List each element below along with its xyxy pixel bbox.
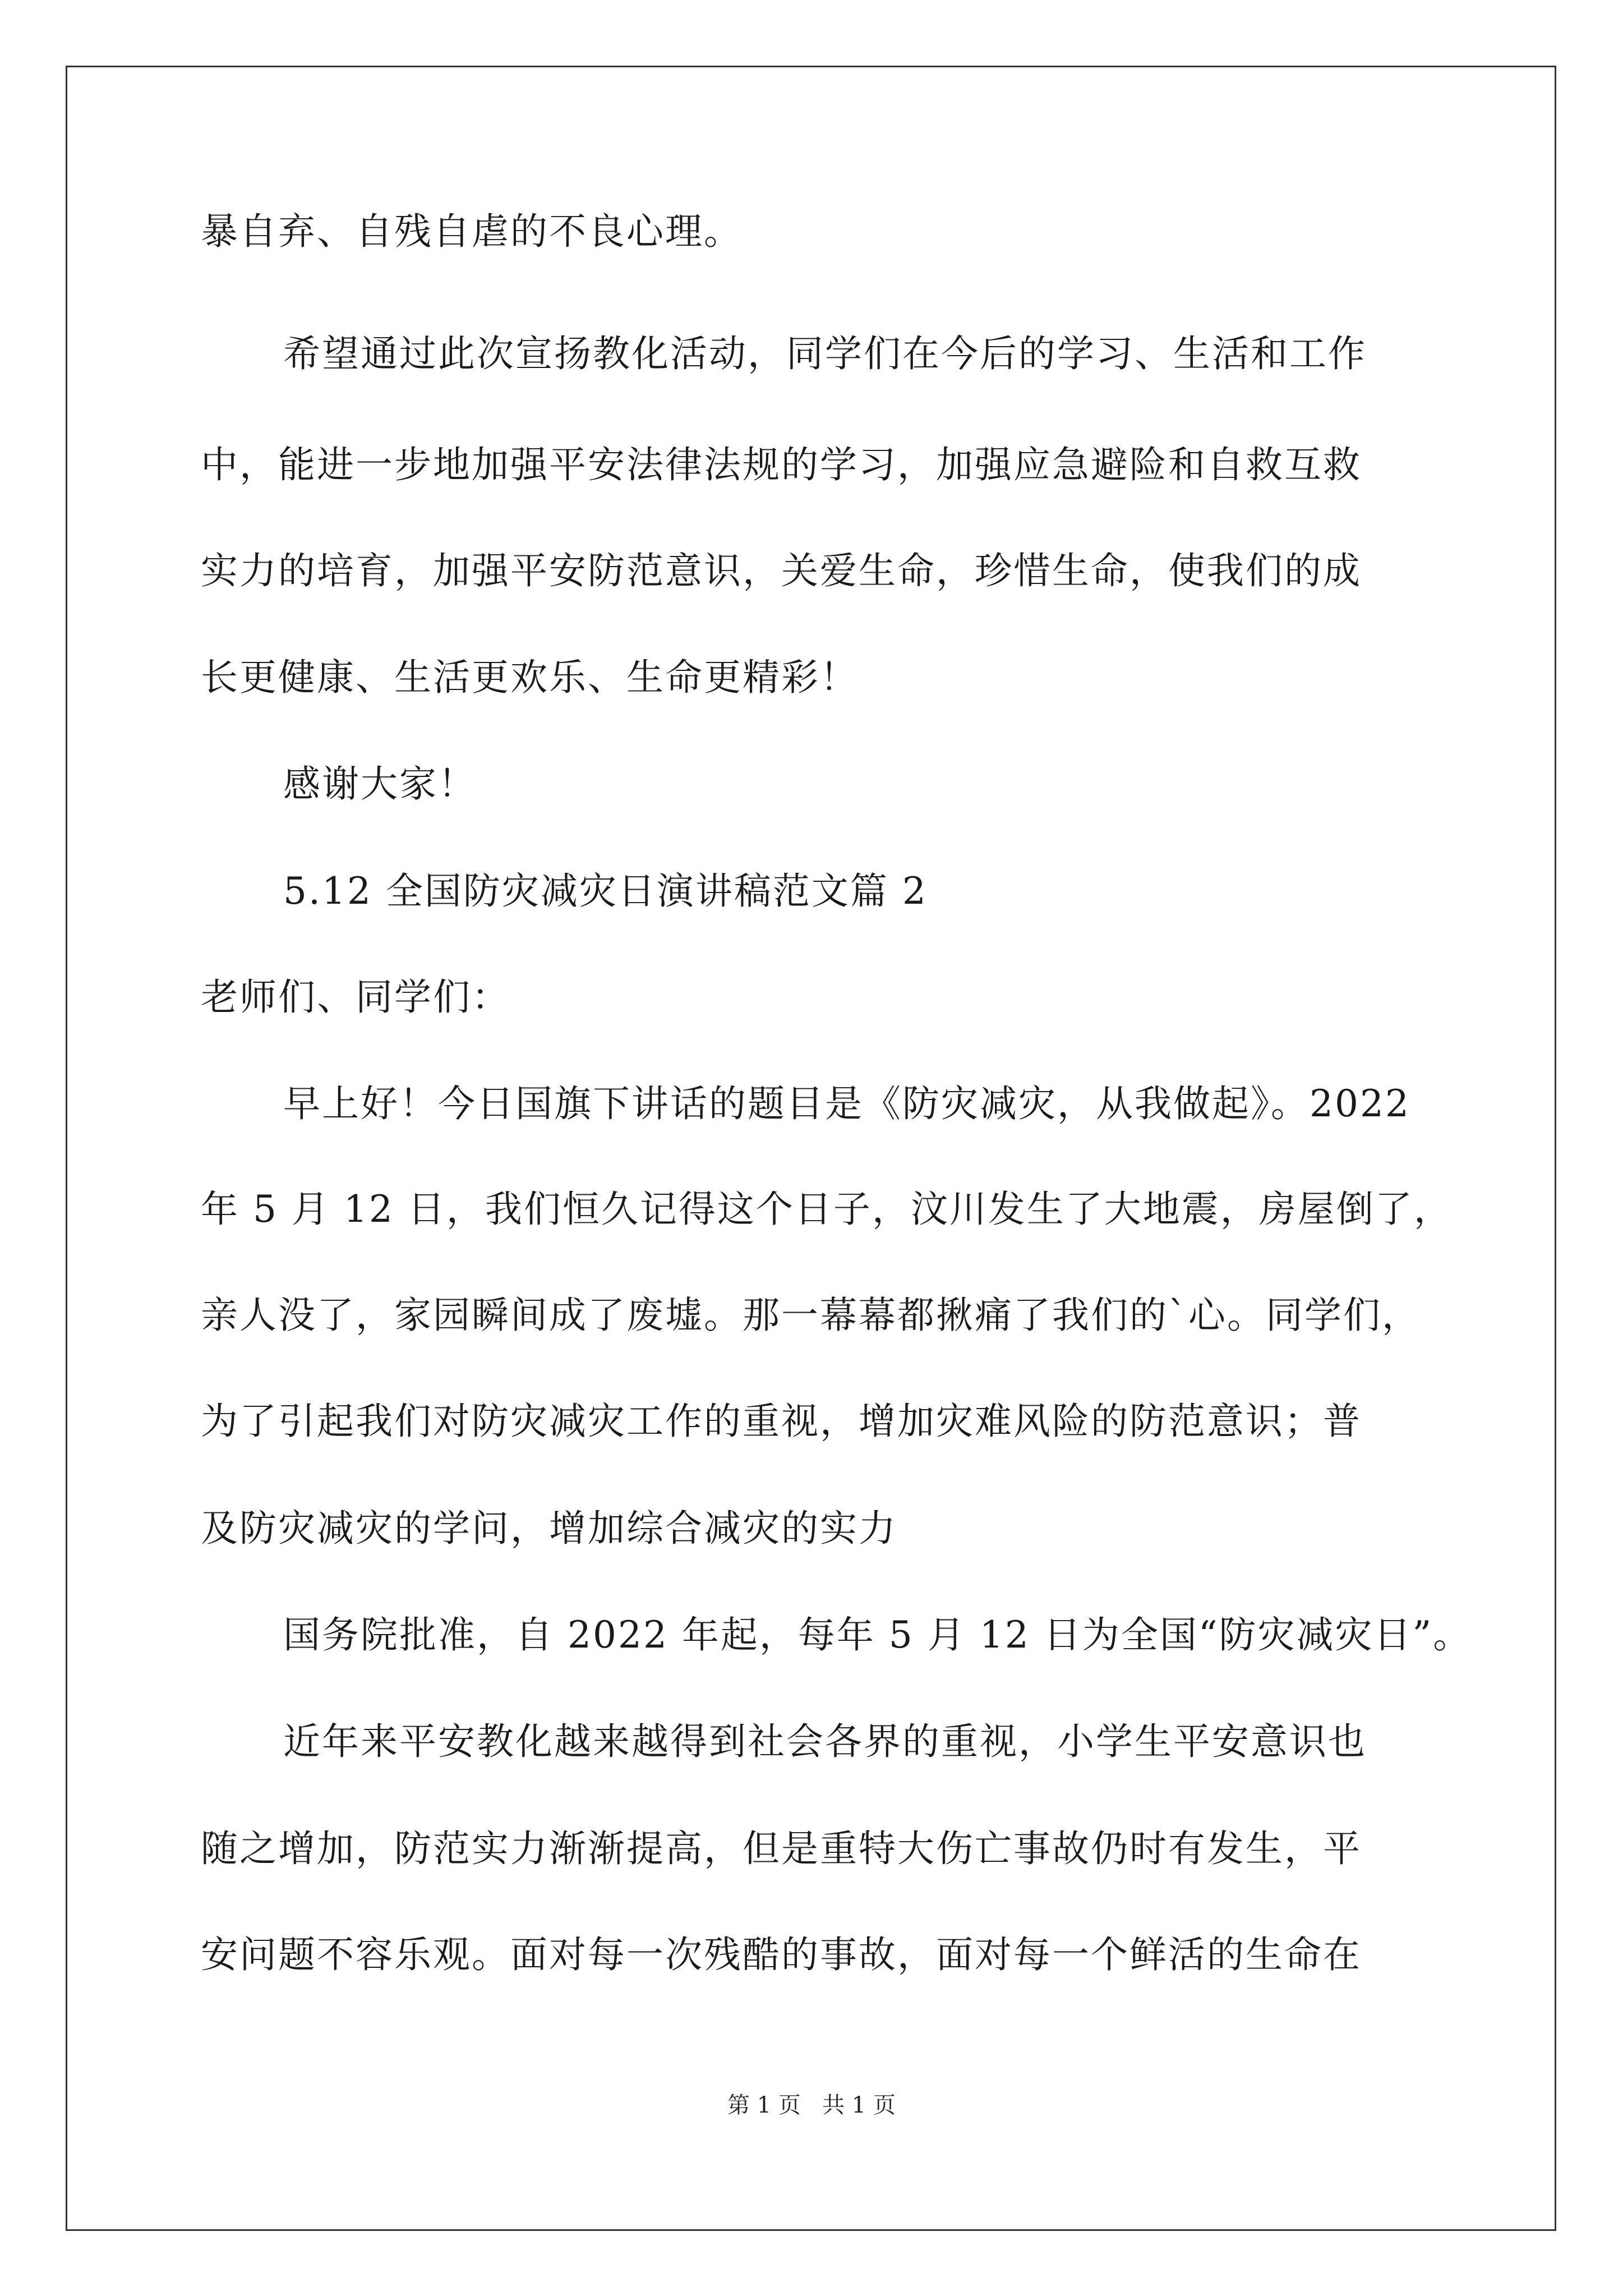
text-line: 近年来平安教化越来越得到社会各界的重视，小学生平安意识也 (283, 1720, 1367, 1763)
text-line: 中，能进一步地加强平安法律法规的学习，加强应急避险和自救互救 (201, 443, 1362, 486)
text-line: 及防灾减灾的学问，增加综合减灾的实力 (201, 1507, 897, 1550)
text-line: 亲人没了，家园瞬间成了废墟。那一幕幕都揪痛了我们的`心。同学们， (201, 1294, 1421, 1337)
text-line: 感谢大家！ (283, 762, 477, 806)
text-line: 为了引起我们对防灾减灾工作的重视，增加灾难风险的防范意识；普 (201, 1400, 1362, 1443)
text-line: 安问题不容乐观。面对每一次残酷的事故，面对每一个鲜活的生命在 (201, 1933, 1362, 1976)
page-border (66, 66, 1556, 2231)
text-line: 希望通过此次宣扬教化活动，同学们在今后的学习、生活和工作 (283, 332, 1367, 375)
text-line: 国务院批准，自 2022 年起，每年 5 月 12 日为全国“防灾减灾日”。 (283, 1613, 1472, 1657)
text-line: 长更健康、生活更欢乐、生命更精彩！ (201, 656, 859, 699)
text-line: 年 5 月 12 日，我们恒久记得这个日子，汶川发生了大地震，房屋倒了， (201, 1188, 1453, 1231)
text-line: 实力的培育，加强平安防范意识，关爱生命，珍惜生命，使我们的成 (201, 549, 1362, 592)
page-footer: 第 1 页 共 1 页 (727, 2092, 896, 2118)
salutation: 老师们、同学们： (201, 976, 510, 1019)
text-line: 随之增加，防范实力渐渐提高，但是重特大伤亡事故仍时有发生，平 (201, 1827, 1362, 1870)
text-line: 早上好！今日国旗下讲话的题目是《防灾减灾，从我做起》。2022 (283, 1082, 1410, 1125)
text-line: 暴自弃、自残自虐的不良心理。 (201, 210, 743, 253)
section-heading: 5.12 全国防灾减灾日演讲稿范文篇 2 (283, 869, 928, 913)
